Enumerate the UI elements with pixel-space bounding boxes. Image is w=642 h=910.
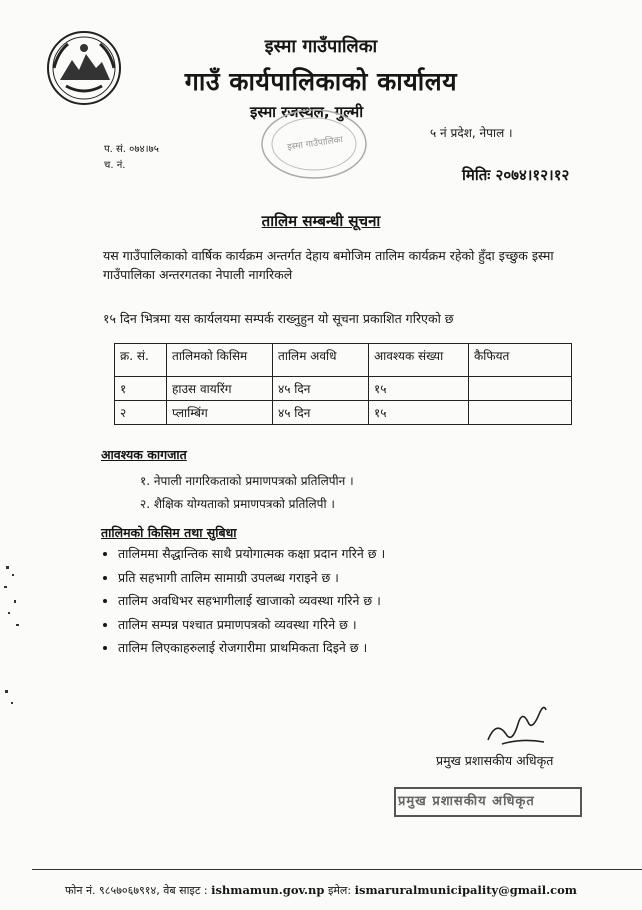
list-item: • प्रति सहभागी तालिम सामाग्री उपलब्ध गराइने छ । bbox=[118, 566, 385, 590]
notice-title: तालिम सम्बन्धी सूचना bbox=[261, 212, 381, 230]
table-row bbox=[115, 401, 572, 425]
list-item: • तालिम सम्पन्न पश्चात प्रमाणपत्रको व्यवस्था गरिने छ । bbox=[118, 613, 385, 637]
cell-remarks bbox=[469, 377, 572, 401]
dispatch-number: च. नं. bbox=[104, 160, 126, 171]
documents-title: आवश्यक कागजात bbox=[101, 447, 187, 462]
col-header-duration: तालिम अवधि bbox=[273, 344, 369, 377]
col-header-type: तालिमको किसिम bbox=[167, 344, 273, 377]
officer-title: प्रमुख प्रशासकीय अधिकृत bbox=[436, 753, 554, 768]
cell-sn: २ bbox=[115, 401, 167, 425]
table-header-row bbox=[115, 344, 572, 377]
cell-type: हाउस वायरिंग bbox=[167, 377, 273, 401]
cell-sn: १ bbox=[115, 377, 167, 401]
notice-date: मितिः २०७४।१२।१२ bbox=[462, 166, 570, 184]
notice-paragraph: यस गाउँपालिकाको वार्षिक कार्यक्रम अन्तर्गत देहाय बमोजिम तालिम कार्यक्रम रहेको हुँदा इच्छुक इस्मा गाउँपालिका अन्तरगतका नेपाली नागरिकले bbox=[103, 248, 554, 282]
list-item: • तालिममा सैद्धान्तिक साथै प्रयोगात्मक कक्षा प्रदान गरिने छ । bbox=[118, 542, 385, 566]
notice-paragraph-2: १५ दिन भित्रमा यस कार्यलयमा सम्पर्क राख्नुहुन यो सूचना प्रकाशित गरिएको छ bbox=[103, 311, 454, 326]
footer-phone: फोन नं. ९८५७०६७९१४, वेब साइट : bbox=[65, 884, 208, 897]
seal-text: इस्मा गाउँपालिका bbox=[286, 135, 344, 153]
cell-count: १५ bbox=[369, 401, 469, 425]
office-address: इस्मा रजस्थल, गुल्मी bbox=[250, 103, 364, 121]
footer-email[interactable]: ismaruralmunicipality@gmail.com bbox=[354, 883, 577, 897]
signature-icon bbox=[482, 700, 552, 750]
cell-duration: ४५ दिन bbox=[273, 377, 369, 401]
list-item: २. शैक्षिक योग्यताको प्रमाणपत्रको प्रतिलिपी । bbox=[140, 497, 335, 511]
footer-email-label: इमेल: bbox=[327, 884, 352, 897]
footer-divider bbox=[32, 869, 642, 870]
table-row bbox=[115, 377, 572, 401]
scan-noise bbox=[0, 560, 26, 710]
office-name: गाउँ कार्यपालिकाको कार्यालय bbox=[184, 67, 458, 96]
list-item: १. नेपाली नागरिकताको प्रमाणपत्रको प्रतिलिपीन । bbox=[140, 474, 354, 488]
stamp-text: प्रमुख प्रशासकीय अधिकृत bbox=[398, 794, 535, 809]
facilities-title: तालिमको किसिम तथा सुबिधा bbox=[101, 525, 237, 540]
col-header-count: आवश्यक संख्या bbox=[369, 344, 469, 377]
col-header-remarks: कैफियत bbox=[469, 344, 572, 377]
reference-block bbox=[104, 142, 159, 174]
province-label: ५ नं प्रदेश, नेपाल । bbox=[430, 126, 513, 140]
municipality-name: इस्मा गाउँपालिका bbox=[264, 36, 378, 57]
col-header-sn: क्र. सं. bbox=[115, 344, 167, 377]
list-item: • तालिम अवधिभर सहभागीलाई खाजाको व्यवस्था गरिने छ । bbox=[118, 589, 385, 613]
cell-type: प्लाम्बिंग bbox=[167, 401, 273, 425]
footer-contact bbox=[0, 883, 642, 898]
cell-duration: ४५ दिन bbox=[273, 401, 369, 425]
cell-count: १५ bbox=[369, 377, 469, 401]
training-table bbox=[114, 343, 572, 425]
list-item: • तालिम लिएकाहरुलाई रोजगारीमा प्राथमिकता दिइने छ । bbox=[118, 636, 385, 660]
facilities-list bbox=[101, 542, 385, 660]
footer-website[interactable]: ishmamun.gov.np bbox=[211, 883, 325, 897]
documents-list bbox=[140, 470, 354, 516]
cell-remarks bbox=[469, 401, 572, 425]
ref-number: प. सं. ०७४।७५ bbox=[104, 144, 159, 155]
